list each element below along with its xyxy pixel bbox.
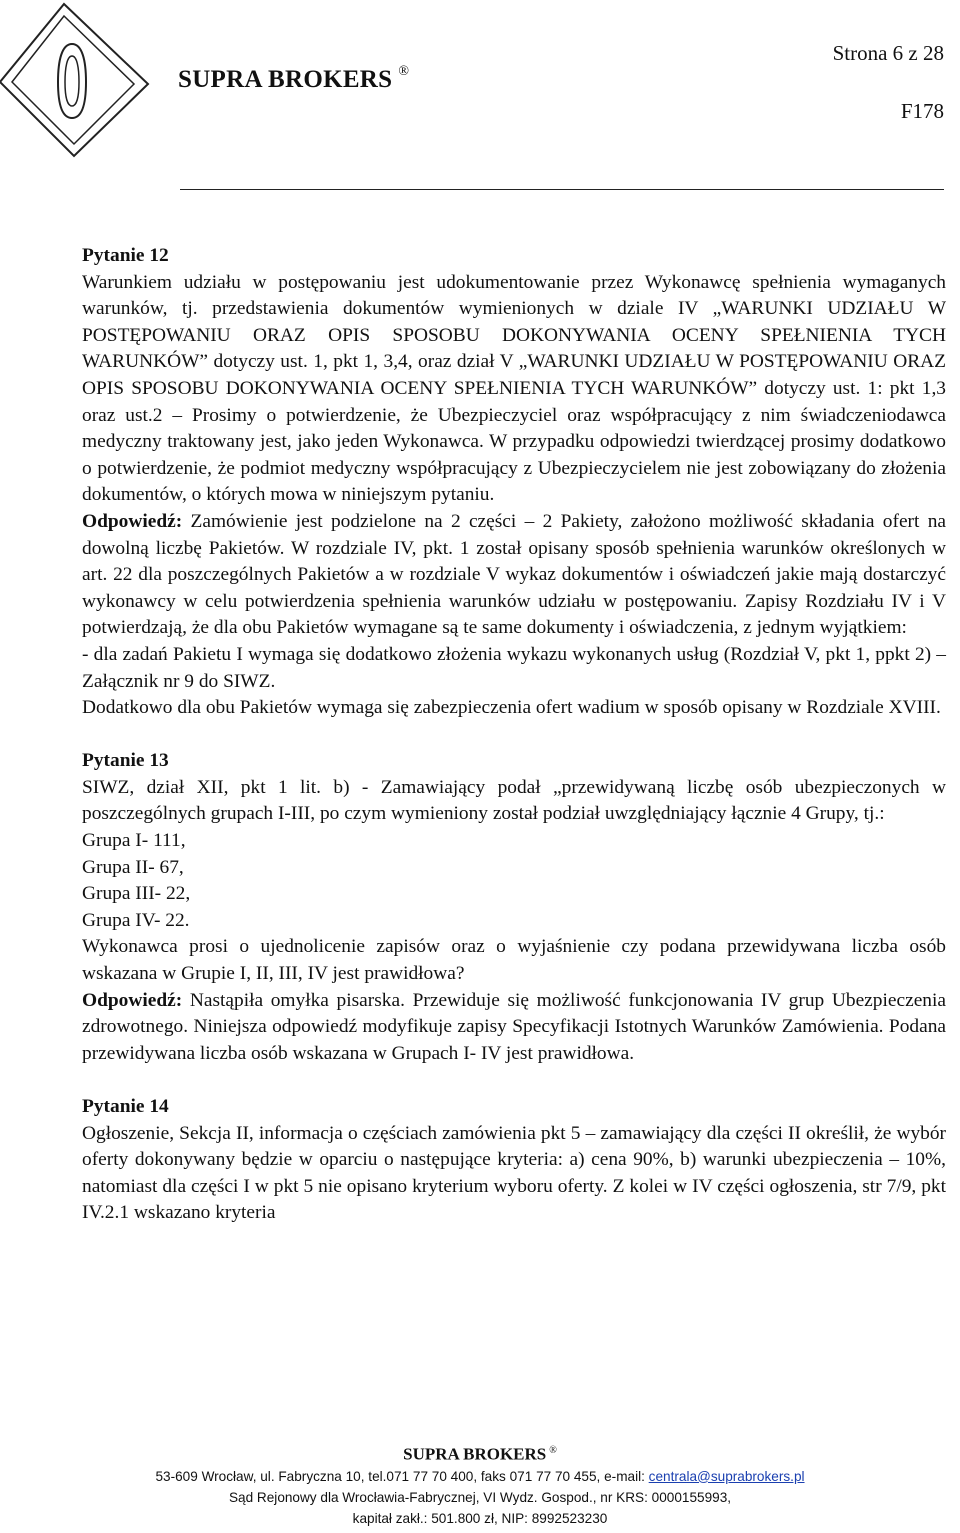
document-code: F178 bbox=[900, 99, 944, 123]
footer-brand: SUPRA BROKERS ® bbox=[403, 1444, 557, 1464]
answer-12-exception: - dla zadań Pakietu I wymaga się dodatkowo złożenia wykazu wykonanych usług (Rozdział V, pkt 1, ppkt 2) – Załącznik nr 9 do SIWZ. bbox=[82, 643, 946, 692]
question-13-title: Pytanie 13 bbox=[82, 750, 169, 772]
question-14-text: Ogłoszenie, Sekcja II, informacja o częściach zamówienia pkt 5 – zamawiający dla części II określił, że wybór oferty dokonywany będzie w oparciu o następujące kryteria: a) cena 90%, b) warunki ubezpieczenia – 10%, natomiast dla części I w pkt 5 nie opisano kryterium wyboru oferty. Z kolei w IV części ogłoszenia, str 7/9, pkt IV.2.1 wskazano kryteria bbox=[82, 1122, 946, 1224]
footer-capital: kapitał zakł.: 501.800 zł, NIP: 8992523230 bbox=[352, 1510, 608, 1526]
answer-13: Odpowiedź: Nastąpiła omyłka pisarska. Przewiduje się możliwość funkcjonowania IV grup Ubezpieczenia zdrowotnego. Niniejsza odpowiedź modyfikuje zapisy Specyfikacji Istotnych Warunków Zamówienia. Podana przewidywana liczba osób wskazana w Grupach I- IV jest prawidłowa. bbox=[82, 989, 946, 1064]
question-13-request: Wykonawca prosi o ujednolicenie zapisów oraz o wyjaśnienie czy podana przewidywana liczba osób wskazana w Grupie I, II, III, IV jest prawidłowa? bbox=[82, 936, 946, 985]
question-12-title: Pytanie 12 bbox=[82, 245, 169, 266]
group-item: Grupa IV- 22. bbox=[82, 909, 190, 931]
page-number: Strona 6 z 28 bbox=[832, 41, 944, 65]
group-item: Grupa I- 111, bbox=[82, 830, 186, 852]
answer-12-additional: Dodatkowo dla obu Pakietów wymaga się zabezpieczenia ofert wadium w sposób opisany w Rozdziale XVIII. bbox=[82, 697, 941, 719]
answer-label: Odpowiedź: bbox=[82, 510, 183, 532]
company-logo bbox=[0, 0, 150, 158]
document-body bbox=[82, 243, 946, 1227]
footer-address: 53-609 Wrocław, ul. Fabryczna 10, tel.071 77 70 400, faks 071 77 70 455, e-mail: centrala@suprabrokers.pl bbox=[155, 1468, 805, 1484]
answer-label: Odpowiedź: bbox=[82, 989, 183, 1011]
page-footer bbox=[0, 1440, 960, 1529]
header-brand: SUPRA BROKERS ® bbox=[178, 64, 410, 93]
footer-email-link[interactable]: centrala@suprabrokers.pl bbox=[648, 1468, 805, 1484]
question-12-text: Warunkiem udziału w postępowaniu jest udokumentowanie przez Wykonawcę spełnienia wymaganych warunków, tj. przedstawienia dokumentów wymienionych w dziale IV „WARUNKI UDZIAŁU W POSTĘPOWANIU ORAZ OPIS SPOSOBU DOKONYWANIA OCENY SPEŁNIENIA TYCH WARUNKÓW” dotyczy ust. 1, pkt 1, 3,4, oraz dział V „WARUNKI UDZIAŁU W POSTĘPOWANIU ORAZ OPIS SPOSOBU DOKONYWANIA OCENY SPEŁNIENIA TYCH WARUNKÓW” dotyczy ust. 1: pkt 1,3 oraz ust.2 – Prosimy o potwierdzenie, że Ubezpieczyciel oraz współpracujący z nim świadczeniodawca medyczny traktowany jest, jako jeden Wykonawca. W przypadku odpowiedzi twierdzącej prosimy dodatkowo o potwierdzenie, że podmiot medyczny współpracujący z Ubezpieczycielem nie jest zobowiązany do złożenia dokumentów, o których mowa w niniejszym pytaniu. bbox=[82, 271, 946, 506]
answer-12: Odpowiedź: Zamówienie jest podzielone na 2 części – 2 Pakiety, założono możliwość składania ofert na dowolną liczbę Pakietów. W rozdziale IV, pkt. 1 został opisany sposób spełnienia warunków określonych w art. 22 dla poszczególnych Pakietów a w rozdziale V wykaz dokumentów i oświadczeń jakie mają dostarczyć wykonawcy w celu potwierdzenia spełnienia warunków udziału w postępowaniu. Zapisy Rozdziału IV i V potwierdzają, że dla obu Pakietów wymagane są te same dokumenty i oświadczenia, z jednym wyjątkiem: bbox=[82, 510, 946, 639]
question-14-title: Pytanie 14 bbox=[82, 1096, 169, 1117]
question-13-text: SIWZ, dział XII, pkt 1 lit. b) - Zamawiający podał „przewidywaną liczbę osób ubezpieczonych w poszczególnych grupach I-III, po czym wymieniony został podział uwzględniający łącznie 4 Grupy, tj.: bbox=[82, 776, 946, 825]
header-divider bbox=[180, 189, 944, 190]
footer-court: Sąd Rejonowy dla Wrocławia-Fabrycznej, VI Wydz. Gospod., nr KRS: 0000155993, bbox=[228, 1489, 732, 1505]
group-item: Grupa II- 67, bbox=[82, 856, 184, 878]
group-item: Grupa III- 22, bbox=[82, 883, 191, 905]
